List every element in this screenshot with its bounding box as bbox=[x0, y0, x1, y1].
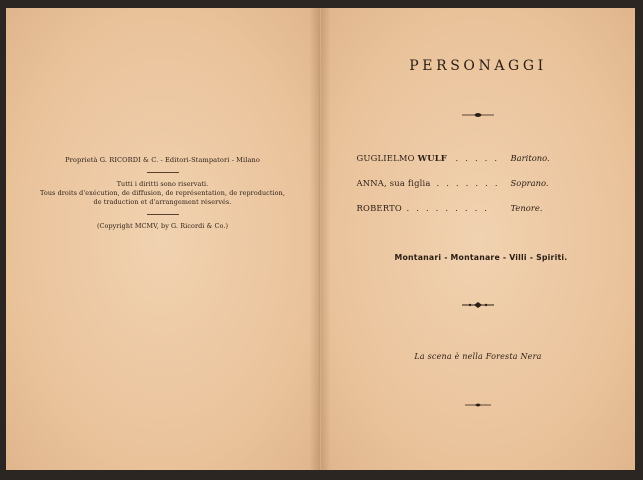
right-page bbox=[320, 8, 636, 470]
cast-leader-dots: . . . . . bbox=[455, 153, 500, 163]
ornament-1 bbox=[321, 104, 636, 123]
cast-leader-dots: . . . . . . . . . bbox=[406, 203, 490, 213]
cast-name: ROBERTO bbox=[356, 203, 402, 213]
publisher-line: Proprietà G. RICORDI & C. - Editori-Stampatori - Milano bbox=[65, 156, 260, 164]
left-page bbox=[6, 8, 320, 470]
cast-voice: Tenore. bbox=[510, 203, 543, 213]
cast-leader-dots: . . . . . . . bbox=[436, 178, 500, 188]
imprint-block bbox=[6, 156, 319, 231]
chorus-line: Montanari - Montanare - Villi - Spiriti. bbox=[394, 253, 568, 262]
cast-row bbox=[357, 153, 617, 167]
ornament-2 bbox=[321, 294, 636, 313]
cast-row bbox=[357, 203, 617, 217]
cast-name: GUGLIELMO WULF bbox=[356, 153, 447, 163]
cast-list bbox=[356, 153, 617, 213]
copyright-notice: (Copyright MCMV, by G. Ricordi & Co.) bbox=[96, 222, 229, 230]
page-title: PERSONAGGI bbox=[409, 58, 547, 74]
divider-rule-2 bbox=[147, 214, 179, 215]
rights-french-line-1: Tous droits d'exécution, de diffusion, de représentation, de reproduction, bbox=[40, 189, 285, 197]
ornament-3 bbox=[321, 394, 636, 413]
scene-setting: La scena è nella Foresta Nera bbox=[414, 352, 542, 361]
divider-rule bbox=[147, 172, 179, 173]
rights-french-line-2: de traduction et d'arrangement réservés. bbox=[93, 198, 232, 206]
ornament-icon bbox=[464, 401, 492, 409]
cast-voice: Baritono. bbox=[510, 153, 550, 163]
cast-row bbox=[357, 178, 617, 192]
rights-italian: Tutti i diritti sono riservati. bbox=[116, 180, 209, 188]
gutter-shadow bbox=[309, 8, 319, 470]
ornament-icon bbox=[461, 111, 495, 119]
cast-name: ANNA, sua figlia bbox=[356, 178, 431, 188]
ornament-icon bbox=[461, 301, 495, 309]
cast-voice: Soprano. bbox=[510, 178, 549, 188]
book-spread bbox=[6, 8, 635, 470]
